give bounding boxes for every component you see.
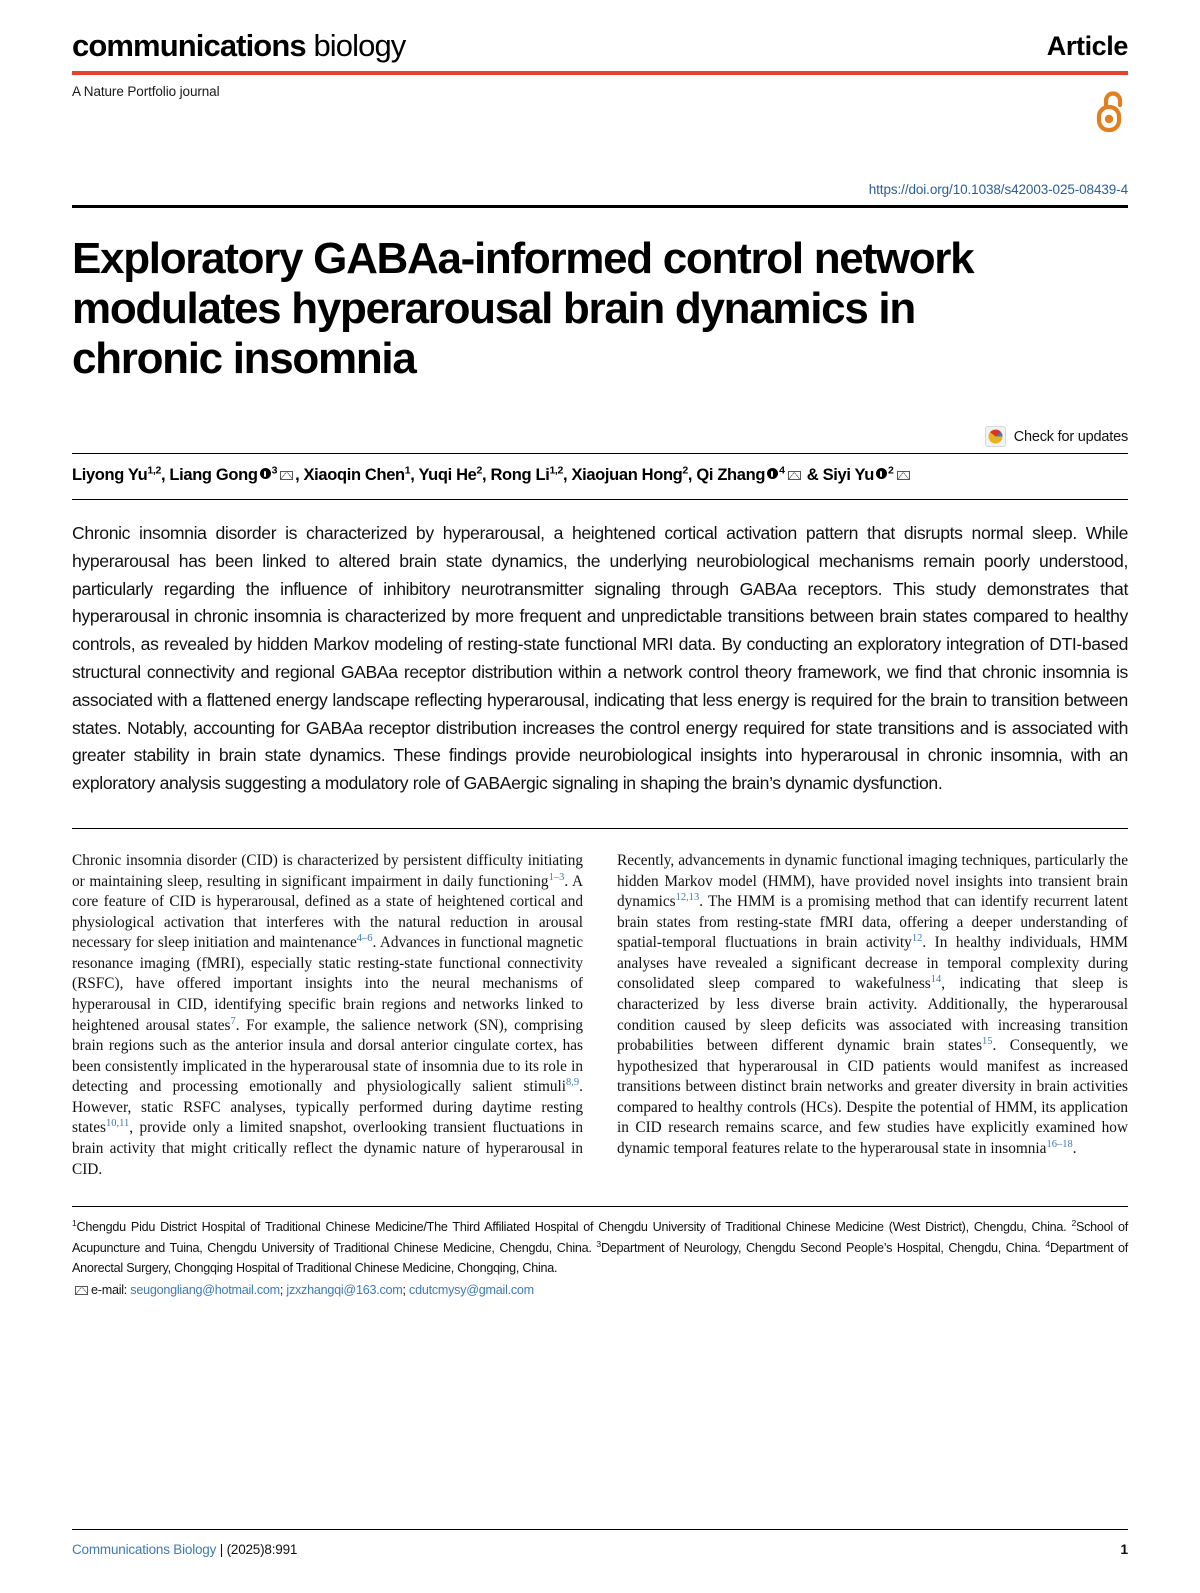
affiliation-marker: 4 <box>779 464 785 477</box>
affiliation-text: Chengdu Pidu District Hospital of Traditional Chinese Medicine/The Third Affiliated Hospital of Chengdu University of Traditional Chinese Medicine (West District), Chengdu, China. <box>76 1220 1072 1235</box>
citation-reference[interactable]: 14 <box>930 974 942 986</box>
affiliation-marker: 1,2 <box>549 464 563 477</box>
envelope-icon[interactable] <box>897 471 910 480</box>
citation-reference[interactable]: 1–3 <box>548 871 565 883</box>
open-access-lock-icon <box>1094 90 1128 139</box>
orcid-icon[interactable] <box>767 468 778 479</box>
citation-reference[interactable]: 15 <box>982 1036 993 1048</box>
author-name: Xiaojuan Hong <box>571 466 683 485</box>
citation-reference[interactable]: 12,13 <box>675 892 700 904</box>
body-column-left <box>72 851 583 1180</box>
citation-reference[interactable]: 10,11 <box>106 1118 130 1130</box>
affiliation-text: Department of Neurology, Chengdu Second People’s Hospital, Chengdu, China. <box>600 1240 1046 1255</box>
corresponding-email-line <box>72 1280 1128 1300</box>
check-for-updates[interactable] <box>72 426 1128 447</box>
affiliation-marker: 1 <box>404 464 411 477</box>
sub-masthead <box>72 84 1128 139</box>
footer-page-number: 1 <box>1120 1541 1128 1557</box>
envelope-icon <box>75 1286 88 1295</box>
author-name: Qi Zhang <box>696 466 766 485</box>
author-name: Rong Li <box>490 466 550 485</box>
citation-reference[interactable]: 4–6 <box>356 933 373 945</box>
affiliation-text: Department of Anorectal Surgery, Chongqing Hospital of Traditional Chinese Medicine, Chongqing, China. <box>72 1240 1128 1276</box>
author-name: Xiaoqin Chen <box>303 466 405 485</box>
affiliation-index: 2 <box>1071 1218 1076 1229</box>
author-name: Liang Gong <box>169 466 258 485</box>
affiliations-text <box>72 1220 1128 1275</box>
page-title: Exploratory GABAa-informed control network modulates hyperarousal brain dynamics in chronic insomnia <box>72 233 974 383</box>
footer-volume: | (2025)8:991 <box>219 1542 298 1557</box>
email-link[interactable]: jzxzhangqi@163.com <box>286 1282 403 1297</box>
doi-link[interactable]: https://doi.org/10.1038/s42003-025-08439-4 <box>868 181 1128 197</box>
envelope-icon[interactable] <box>788 471 801 480</box>
email-link[interactable]: seugongliang@hotmail.com <box>130 1282 280 1297</box>
affiliation-text: School of Acupuncture and Tuina, Chengdu University of Traditional Chinese Medicine, Chengdu, China. <box>72 1220 1128 1255</box>
email-label: e-mail: <box>91 1282 128 1297</box>
body-columns <box>72 851 1128 1180</box>
envelope-icon[interactable] <box>280 471 293 480</box>
author-name: Liyong Yu <box>72 466 148 485</box>
footer-citation <box>72 1542 297 1557</box>
affiliation-marker: 1,2 <box>147 464 161 477</box>
orcid-icon[interactable] <box>876 468 887 479</box>
check-for-updates-label: Check for updates <box>1013 428 1128 445</box>
masthead-red-rule <box>72 71 1128 75</box>
citation-reference[interactable]: 7 <box>230 1015 236 1027</box>
journal-logo <box>72 30 405 63</box>
authors-block <box>72 453 1128 500</box>
body-paragraph: Recently, advancements in dynamic functional imaging techniques, particularly the hidden Markov model (HMM), have provided novel insights into transient brain dynamics$^{12,13}$. The HMM is a promising method that can identify recurrent latent brain states from resting-state fMRI data, offering a deeper understanding of spatial-temporal fluctuations in brain activity$^{12}$. In healthy individuals, HMM analyses have revealed a significant decrease in temporal complexity during consolidated sleep compared to wakefulness$^{14}$, indicating that sleep is characterized by less diverse brain activity. Additionally, the hyperarousal condition caused by sleep deficits was associated with increasing transition probabilities between different dynamic brain states$^{15}$. Consequently, we hypothesized that hyperarousal in CID patients would manifest as increased transitions between distinct brain networks and greater diversity in brain activities compared to healthy controls (HCs). Despite the potential of HMM, its application in CID research remains scarce, and few studies have explicitly examined how dynamic temporal features relate to the hyperarousal state in insomnia$^{16-18}$. <box>617 852 1128 1157</box>
doi-row <box>72 181 1128 199</box>
author-name: Yuqi He <box>418 466 477 485</box>
citation-reference[interactable]: 16–18 <box>1046 1138 1073 1150</box>
email-list: seugongliang@hotmail.com; jzxzhangqi@163.com; cdutcmysy@gmail.com <box>130 1282 534 1297</box>
body-column-right <box>617 851 1128 1180</box>
article-type-label: Article <box>1046 30 1128 61</box>
page-footer <box>72 1529 1128 1557</box>
affiliation-marker: 2 <box>476 464 483 477</box>
affiliation-index: 1 <box>72 1218 77 1229</box>
title-top-rule <box>72 205 1128 208</box>
abstract: Chronic insomnia disorder is characterized by hyperarousal, a heightened cortical activation pattern that disrupts normal sleep. While hyperarousal has been linked to altered brain state dynamics, the underlying neurobiological mechanisms remain poorly understood, particularly regarding the influence of inhibitory neurotransmitter signaling through GABAa receptors. This study demonstrates that hyperarousal in chronic insomnia is characterized by more frequent and unpredictable transitions between brain states compared to healthy controls, as revealed by hidden Markov modeling of resting-state functional MRI data. By conducting an exploratory integration of DTI-based structural connectivity and regional GABAa receptor distribution within a network control theory framework, we find that chronic insomnia is associated with a flattened energy landscape reflecting hyperarousal, indicating that less energy is required for the brain to transition between states. Notably, accounting for GABAa receptor distribution increases the control energy required for state transitions and is associated with greater stability in brain state dynamics. These findings provide neurobiological insights into hyperarousal in chronic insomnia, with an exploratory analysis suggesting a modulatory role of GABAergic signaling in shaping the brain’s dynamic dysfunction. <box>72 523 1128 794</box>
footer-journal-name[interactable]: Communications Biology <box>72 1542 217 1557</box>
journal-logo-light: biology <box>313 28 406 63</box>
email-link[interactable]: cdutcmysy@gmail.com <box>409 1282 534 1297</box>
crossmark-icon <box>985 426 1006 447</box>
affiliation-marker: 3 <box>271 464 278 477</box>
affiliation-marker: 2 <box>682 464 688 477</box>
affiliation-index: 4 <box>1045 1238 1050 1249</box>
portfolio-line: A Nature Portfolio journal <box>72 83 220 99</box>
author-name: Siyi Yu <box>822 466 874 485</box>
affiliation-index: 3 <box>596 1238 601 1249</box>
affiliations <box>72 1207 1128 1300</box>
body-paragraph: Chronic insomnia disorder (CID) is characterized by persistent difficulty initiating or maintaining sleep, resulting in significant impairment in daily functioning$^{1-3}$. A core feature of CID is hyperarousal, defined as a state of heightened cortical and physiological activation that interferes with the natural reduction in arousal necessary for sleep initiation and maintenance$^{4-6}$. Advances in functional magnetic resonance imaging (fMRI), especially static resting-state functional connectivity (RSFC), have offered important insights into the neural mechanisms of hyperarousal in CID, identifying specific brain regions and networks linked to heightened arousal states$^7$. For example, the salience network (SN), comprising brain regions such as the anterior insula and dorsal anterior cingulate cortex, has been consistently implicated in the hyperarousal state of insomnia due to its role in detecting and processing emotionally and physiologically salient stimuli$^{8,9}$. However, static RSFC analyses, typically performed during daytime resting states$^{10,11}$, provide only a limited snapshot, overlooking transient fluctuations in brain activity that might critically reflect the dynamic nature of hyperarousal in CID. <box>72 852 584 1178</box>
author-list: Liyong Yu$^{1,2}$, Liang Gong $^3$ , Xiaoqin Chen$^1$, Yuqi He$^2$, Rong Li$^{1,2}$, Xiaojuan Hong$^2$, Qi Zhang $^4$ & Siyi Yu $^2$ <box>72 454 1128 499</box>
journal-logo-bold: communications <box>72 28 306 63</box>
orcid-icon[interactable] <box>260 468 271 479</box>
abstract-bottom-rule <box>72 828 1128 829</box>
affiliation-marker: 2 <box>888 464 894 477</box>
citation-reference[interactable]: 8,9 <box>566 1077 580 1089</box>
citation-reference[interactable]: 12 <box>911 933 923 945</box>
masthead <box>72 0 1128 63</box>
